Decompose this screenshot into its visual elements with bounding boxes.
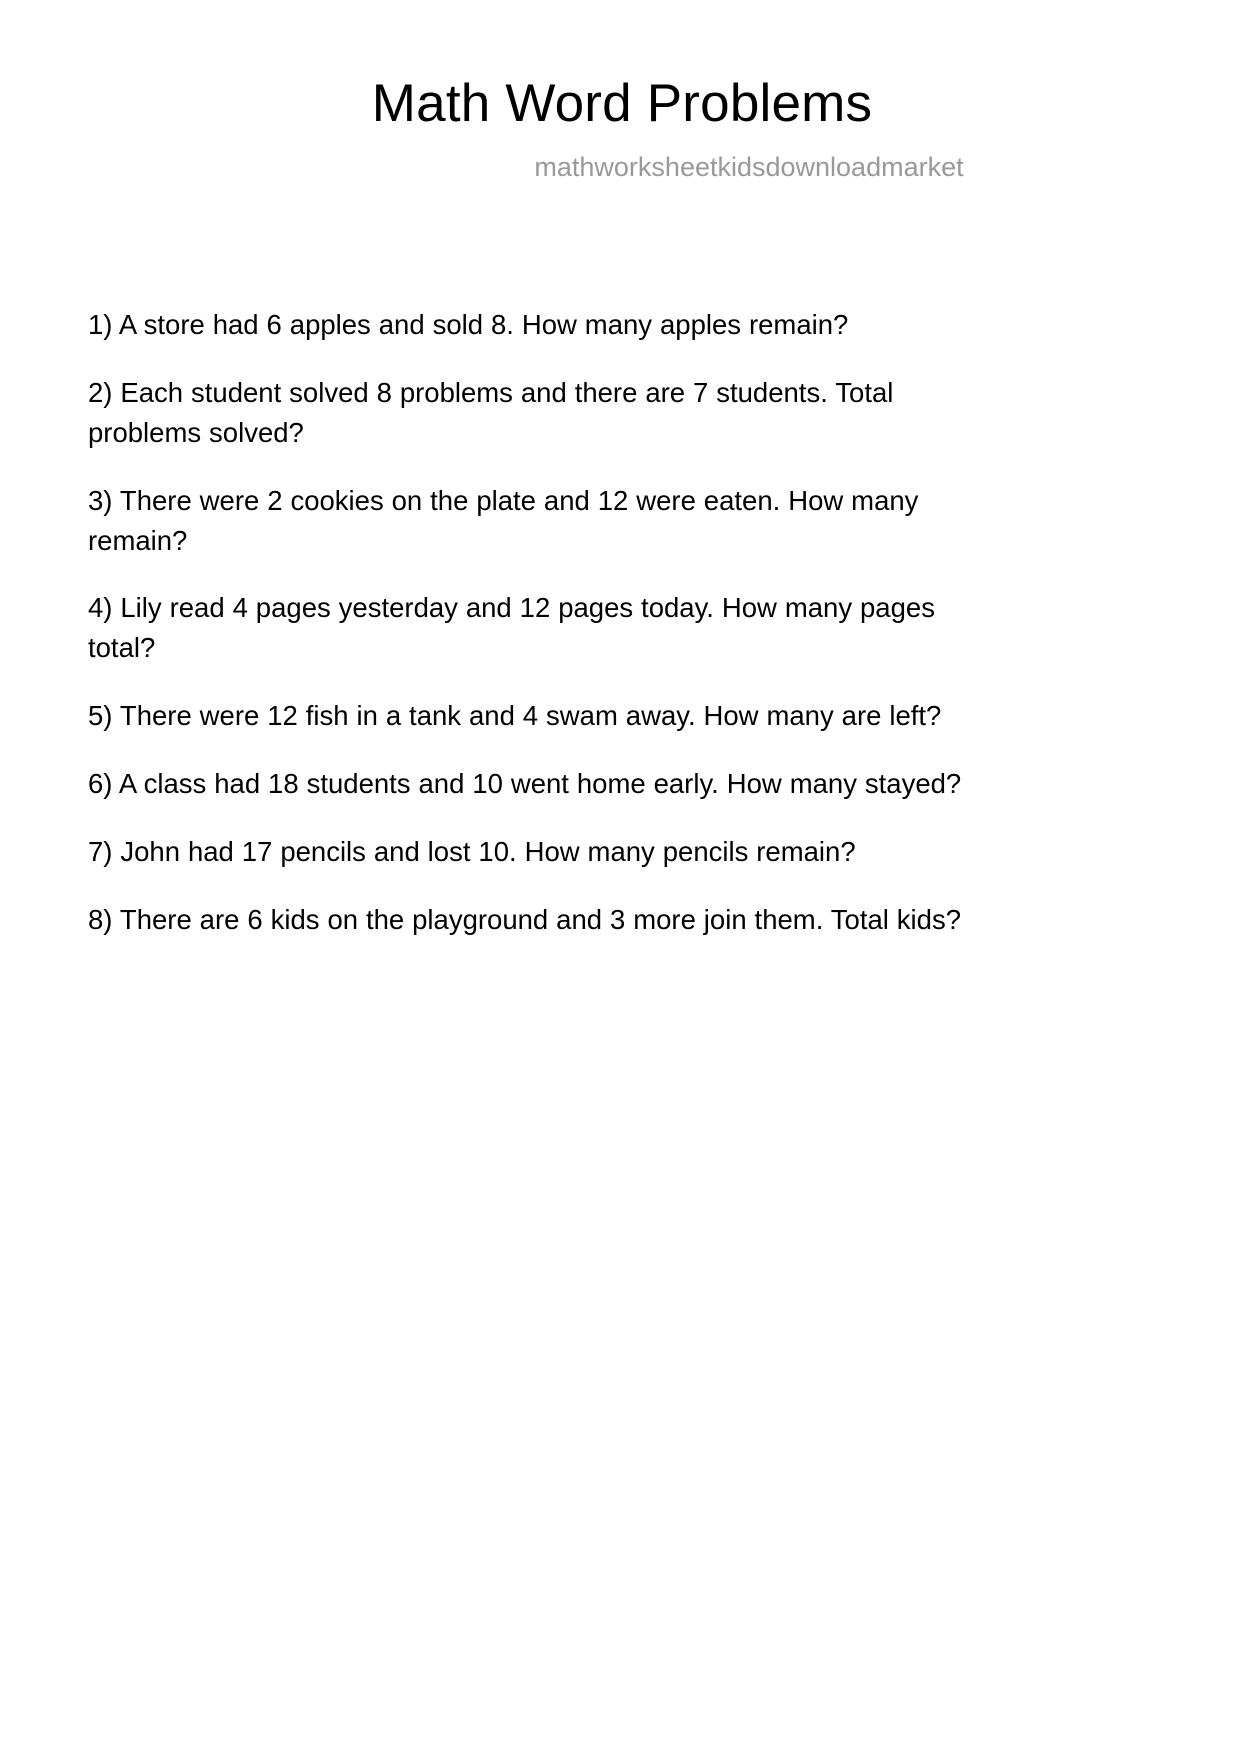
list-item: 2) Each student solved 8 problems and there are 7 students. Total problems solved? [88, 376, 894, 448]
list-item: 3) There were 2 cookies on the plate and 12 were eaten. How many remain? [88, 484, 919, 556]
list-item: 5) There were 12 fish in a tank and 4 swam away. How many are left? [88, 700, 942, 732]
list-item: 4) Lily read 4 pages yesterday and 12 pages today. How many pages total? [88, 592, 935, 664]
list-item: 8) There are 6 kids on the playground and 3 more join them. Total kids? [88, 903, 962, 935]
page-subtitle: mathworksheetkidsdownloadmarket [534, 152, 964, 183]
list-item: 7) John had 17 pencils and lost 10. How many pencils remain? [88, 835, 856, 867]
problem-list [88, 305, 1008, 968]
page-title: Math Word Problems [371, 74, 873, 133]
worksheet-header [0, 0, 1240, 184]
list-item: 6) A class had 18 students and 10 went home early. How many stayed? [88, 768, 962, 799]
list-item: 1) A store had 6 apples and sold 8. How many apples remain? [88, 309, 849, 340]
